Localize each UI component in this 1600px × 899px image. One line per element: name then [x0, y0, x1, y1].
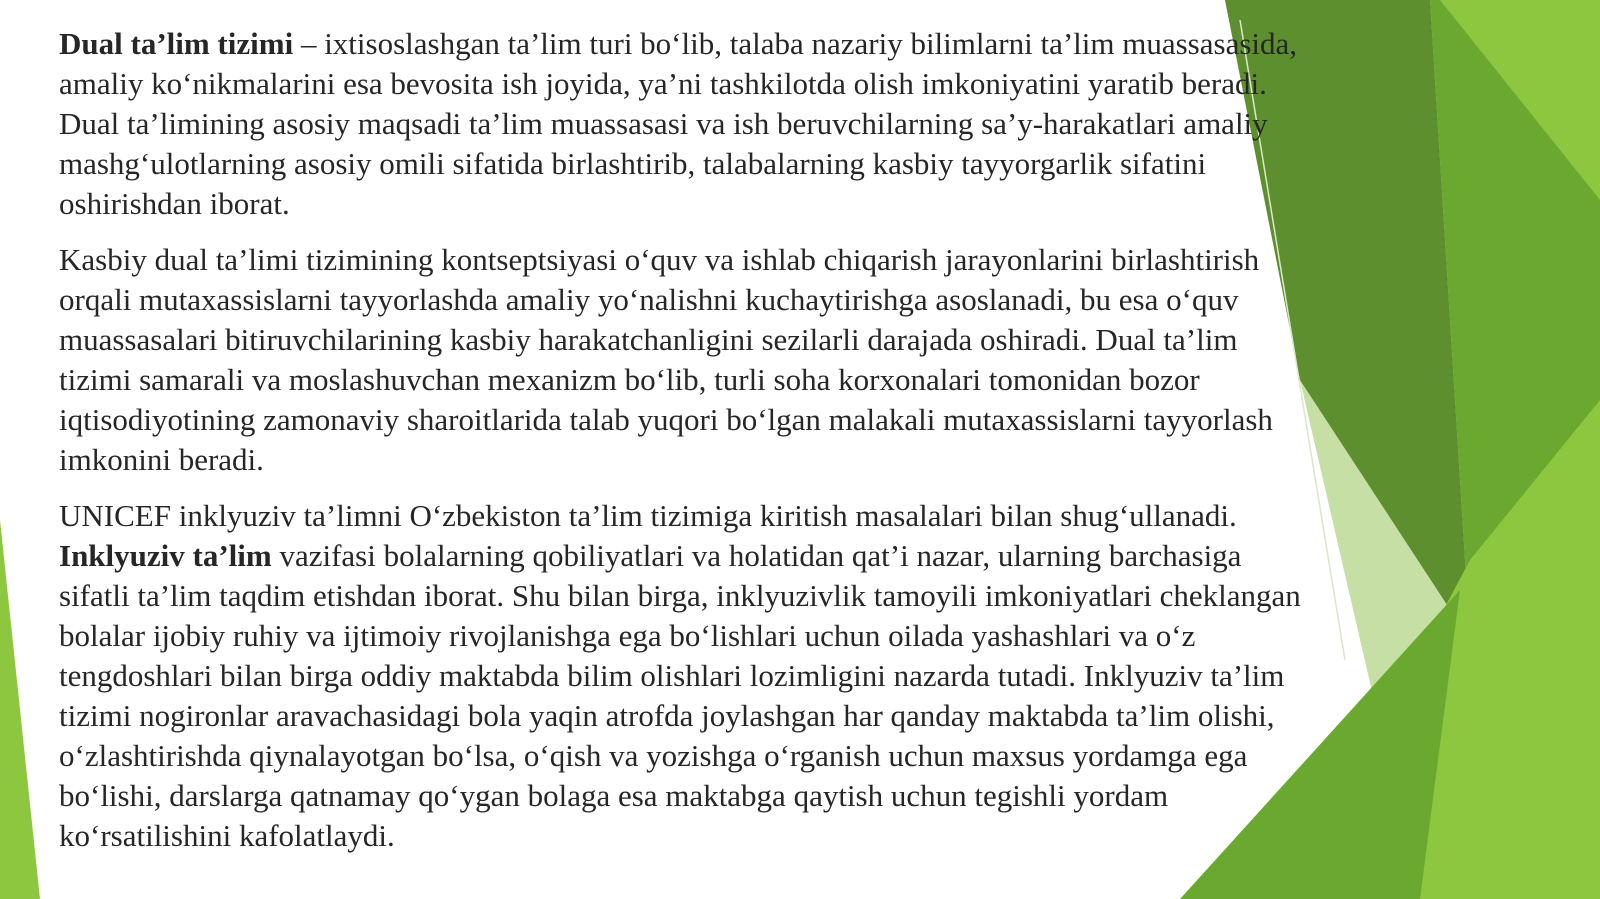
paragraph-text: Kasbiy dual ta’limi tizimining kontseptsiyasi o‘quv va ishlab chiqarish jarayonlarini birlashtirish orqali mutaxassislarni tayyorlashda amaliy yo‘nalishni kuchaytirishga asoslanadi, bu esa o‘quv muassasalari bitiruvchilarining kasbiy harakatchanligini sezilarli darajada oshiradi. Dual ta’lim tizimi samarali va moslashuvchan mexanizm bo‘lib, turli soha korxonalari tomonidan bozor iqtisodiyotining zamonaviy sharoitlarida talab yuqori bo‘lgan malakali mutaxassislarni tayyorlash imkonini beradi. — [59, 242, 1273, 477]
left-green-wedge — [0, 520, 40, 899]
paragraph-professional-dual — [59, 240, 1309, 480]
slide-body-text — [59, 24, 1309, 872]
paragraph-dual-education — [59, 24, 1309, 224]
paragraph-inclusive-education — [59, 496, 1309, 856]
paragraph-text-after: vazifasi bolalarning qobiliyatlari va holatidan qat’i nazar, ularning barchasiga sifatli ta’lim taqdim etishdan iborat. Shu bilan birga, inklyuzivlik tamoyili imkoniyatlari cheklangan bolalar ijobiy ruhiy va ijtimoiy rivojlanishga ega bo‘lishlari uchun oilada yashashlari va o‘z tengdoshlari bilan birga oddiy maktabda bilim olishlari lozimligini nazarda tutadi. Inklyuziv ta’lim tizimi nogironlar aravachasidagi bola yaqin atrofda joylashgan har qanday maktabda ta’lim olishi, o‘zlashtirishda qiynalayotgan bo‘lsa, o‘qish va yozishga o‘rganish uchun maxsus yordamga ega bo‘lishi, darslarga qatnamay qo‘ygan bolaga esa maktabga qaytish uchun tegishli yordam ko‘rsatilishini kafolatlaydi. — [59, 538, 1301, 853]
bold-term-inclusive: Inklyuziv ta’lim — [59, 538, 272, 573]
bold-term-dual: Dual ta’lim tizimi — [59, 26, 294, 61]
paragraph-text-before: UNICEF inklyuziv ta’limni O‘zbekiston ta’lim tizimiga kiritish masalalari bilan shug‘ullanadi. — [59, 498, 1237, 533]
paragraph-text: – ixtisoslashgan ta’lim turi bo‘lib, talaba nazariy bilimlarni ta’lim muassasasida, amaliy ko‘nikmalarini esa bevosita ish joyida, ya’ni tashkilotda olish imkoniyatini yaratib beradi. Dual ta’limining asosiy maqsadi ta’lim muassasasi va ish beruvchilarning sa’y-harakatlari amaliy mashg‘ulotlarning asosiy omili sifatida birlashtirib, talabalarning kasbiy tayyorgarlik sifatini oshirishdan iborat. — [59, 26, 1298, 221]
